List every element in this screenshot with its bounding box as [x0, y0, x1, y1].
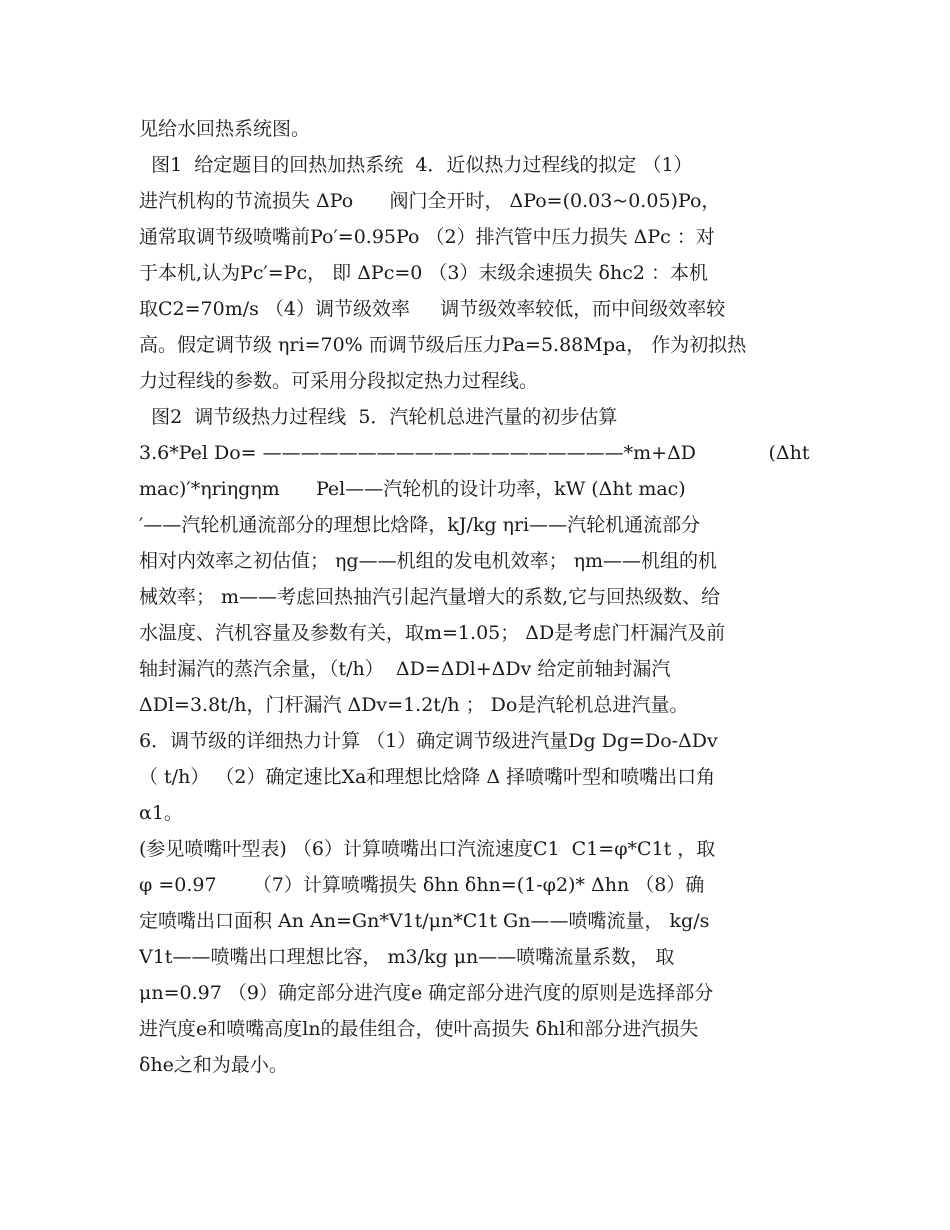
text-line: V1t——喷嘴出口理想比容， m3/kg μn——喷嘴流量系数， 取: [139, 946, 675, 968]
text-line: 水温度、汽机容量及参数有关，取m=1.05； ΔD是考虑门杆漏汽及前: [139, 622, 726, 644]
text-line: 图2 调节级热力过程线 5．汽轮机总进汽量的初步估算: [139, 406, 618, 428]
text-line: α1。: [139, 802, 183, 824]
text-line: 图1 给定题目的回热加热系统 4．近似热力过程线的拟定 （1）: [139, 154, 693, 176]
text-line: 于本机,认为Pc′=Pc， 即 ΔPc=0 （3）末级余速损失 δhc2 ：本机: [139, 262, 708, 284]
text-line: 高。假定调节级 ηri=70% 而调节级后压力Pa=5.88Mpa， 作为初拟热: [139, 334, 747, 356]
text-line: 通常取调节级喷嘴前Po′=0.95Po （2）排汽管中压力损失 ΔPc ：对: [139, 226, 715, 248]
text-line: ′——汽轮机通流部分的理想比焓降，kJ/kg ηri——汽轮机通流部分: [139, 514, 701, 536]
text-line: 定喷嘴出口面积 An An=Gn*V1t/μn*C1t Gn——喷嘴流量， kg/s: [139, 910, 710, 932]
text-line: φ =0.97 （7）计算喷嘴损失 δhn δhn=(1-φ2)* Δhn （8）确: [139, 874, 705, 896]
text-line: 6．调节级的详细热力计算 （1）确定调节级进汽量Dg Dg=Do-ΔDv: [139, 730, 718, 752]
text-line: mac)′*ηriηgηm Pel——汽轮机的设计功率，kW (Δht mac): [139, 478, 686, 500]
text-line: 见给水回热系统图。: [139, 118, 311, 140]
text-line: 进汽度e和喷嘴高度ln的最佳组合，使叶高损失 δhl和部分进汽损失: [139, 1018, 699, 1040]
text-line: 轴封漏汽的蒸汽余量，（t/h） ΔD=ΔDl+ΔDv 给定前轴封漏汽: [139, 658, 671, 680]
text-line: δhe之和为最小。: [139, 1054, 288, 1076]
text-line: ΔDl=3.8t/h，门杆漏汽 ΔDv=1.2t/h ； Do是汽轮机总进汽量。: [139, 694, 689, 716]
text-line: (参见喷嘴叶型表) （6）计算喷嘴出口汽流速度C1 C1=φ*C1t ，取: [139, 838, 716, 860]
text-line: （ t/h） （2）确定速比Xa和理想比焓降 Δ 择喷嘴叶型和喷嘴出口角: [139, 766, 716, 788]
text-line: 相对内效率之初估值； ηg——机组的发电机效率； ηm——机组的机: [139, 550, 718, 572]
text-line: 进汽机构的节流损失 ΔPo 阀门全开时， ΔPo=(0.03~0.05)Po，: [139, 190, 721, 212]
text-line: μn=0.97 （9）确定部分进汽度e 确定部分进汽度的原则是选择部分: [139, 982, 714, 1004]
text-line: 力过程线的参数。可采用分段拟定热力过程线。: [139, 370, 539, 392]
text-line: 械效率； m——考虑回热抽汽引起汽量增大的系数,它与回热级数、给: [139, 586, 721, 608]
text-line: 3.6*Pel Do= ———————————————————*m+ΔD (Δht: [139, 442, 810, 464]
text-line: 取C2=70m/s （4）调节级效率 调节级效率较低，而中间级效率较: [139, 298, 726, 320]
